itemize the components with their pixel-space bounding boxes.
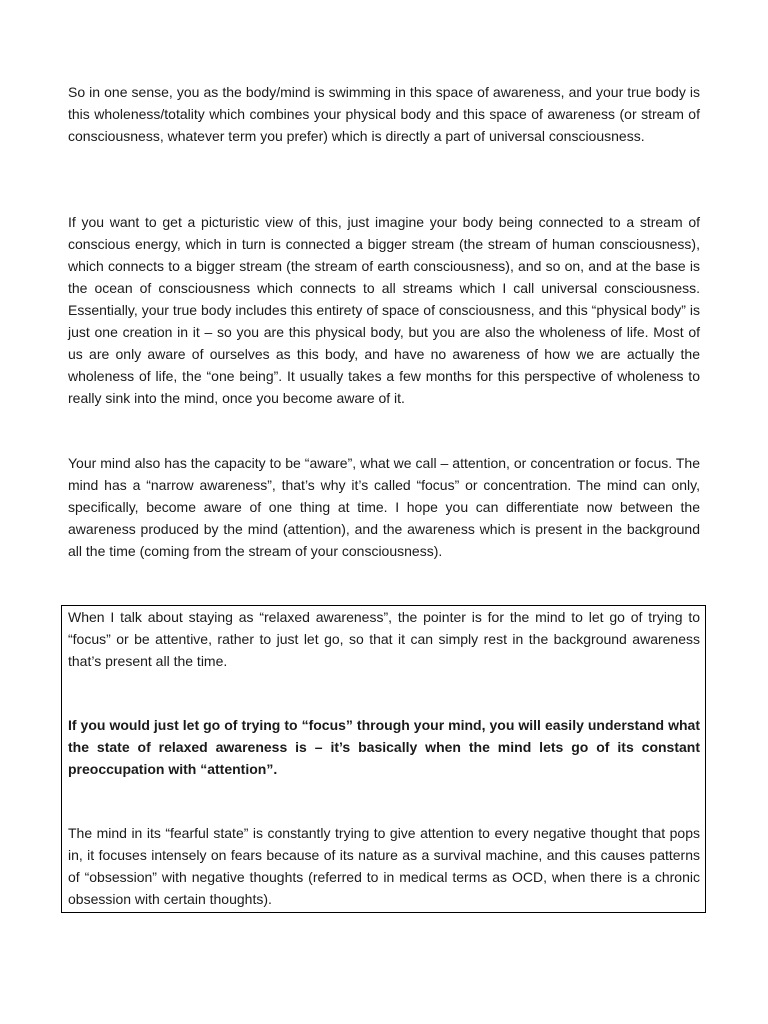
callout-paragraph-3: The mind in its “fearful state” is constantly trying to give attention to every negative thought that pops in, it focuses intensely on fears because of its nature as a survival machine, and this causes patterns of “obsession” with negative thoughts (referred to in medical terms as OCD, when there is a chronic obsession with certain thoughts). — [68, 825, 700, 907]
body-paragraph-3: Your mind also has the capacity to be “aware”, what we call – attention, or concentration or focus. The mind has a “narrow awareness”, that’s why it’s called “focus” or concentration. The mind can only, specifically, become aware of one thing at time. I hope you can differentiate now between the awareness produced by the mind (attention), and the awareness which is present in the background all the time (coming from the stream of your consciousness). — [68, 455, 700, 559]
callout-paragraph-1: When I talk about staying as “relaxed awareness”, the pointer is for the mind to let go of trying to “focus” or be attentive, rather to just let go, so that it can simply rest in the background awareness that’s present all the time. — [68, 609, 700, 669]
callout-box — [61, 605, 706, 913]
callout-paragraph-bold: If you would just let go of trying to “focus” through your mind, you will easily understand what the state of relaxed awareness is – it’s basically when the mind lets go of its constant preoccupation with “attention”. — [68, 717, 700, 777]
body-paragraph-1: So in one sense, you as the body/mind is swimming in this space of awareness, and your true body is this wholeness/totality which combines your physical body and this space of awareness (or stream of consciousness, whatever term you prefer) which is directly a part of universal consciousness. — [68, 84, 700, 144]
body-paragraph-2: If you want to get a picturistic view of this, just imagine your body being connected to a stream of conscious energy, which in turn is connected a bigger stream (the stream of human consciousness), which connects to a bigger stream (the stream of earth consciousness), and so on, and at the base is the ocean of consciousness which connects to all streams which I call universal consciousness. Essentially, your true body includes this entirety of space of consciousness, and this “physical body” is just one creation in it – so you are this physical body, but you are also the wholeness of life. Most of us are only aware of ourselves as this body, and have no awareness of how we are actually the wholeness of life, the “one being”. It usually takes a few months for this perspective of wholeness to really sink into the mind, once you become aware of it. — [68, 214, 700, 406]
